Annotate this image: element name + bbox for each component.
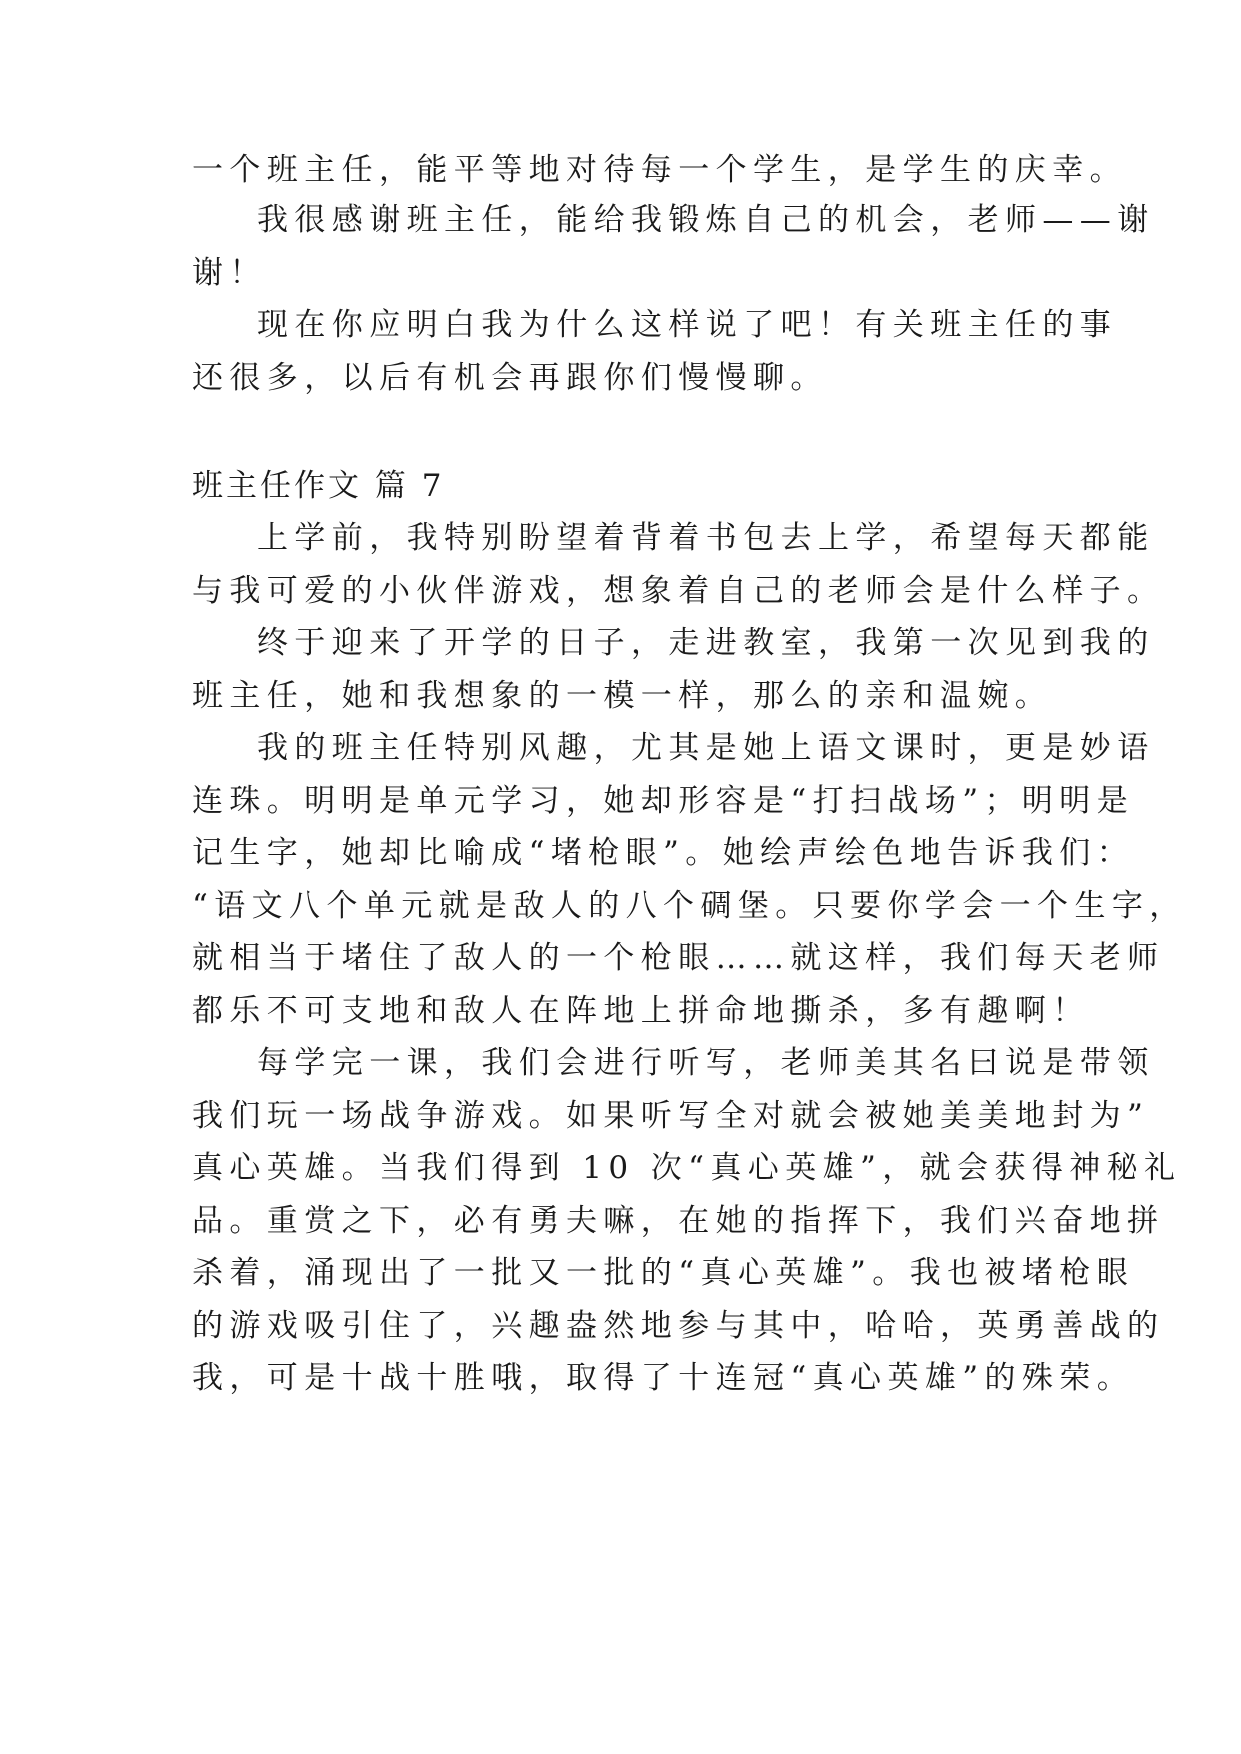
paragraph-line: 我很感谢班主任，能给我锻炼自己的机会，老师——谢 xyxy=(257,202,1155,238)
paragraph-line: 班主任，她和我想象的一模一样，那么的亲和温婉。 xyxy=(192,678,1053,714)
paragraph-line: 现在你应明白我为什么这样说了吧！有关班主任的事 xyxy=(257,307,1118,343)
paragraph-line: 杀着，涌现出了一批又一批的“真心英雄”。我也被堵枪眼 xyxy=(192,1255,1135,1291)
paragraph-line: 记生字，她却比喻成“堵枪眼”。她绘声绘色地告诉我们： xyxy=(192,835,1135,871)
paragraph-line: 都乐不可支地和敌人在阵地上拼命地撕杀，多有趣啊！ xyxy=(192,993,1090,1029)
paragraph-line: 我们玩一场战争游戏。如果听写全对就会被她美美地封为” xyxy=(192,1098,1150,1134)
paragraph-line: 还很多，以后有机会再跟你们慢慢聊。 xyxy=(192,360,828,396)
paragraph-line: “语文八个单元就是敌人的八个碉堡。只要你学会一个生字， xyxy=(192,888,1187,924)
paragraph-line: 品。重赏之下，必有勇夫嘛，在她的指挥下，我们兴奋地拼 xyxy=(192,1203,1165,1239)
paragraph-line: 终于迎来了开学的日子，走进教室，我第一次见到我的 xyxy=(257,625,1155,661)
paragraph-line: 连珠。明明是单元学习，她却形容是“打扫战场”；明明是 xyxy=(192,783,1135,819)
paragraph-line: 每学完一课，我们会进行听写，老师美其名曰说是带领 xyxy=(257,1045,1155,1081)
paragraph-line: 真心英雄。当我们得到 10 次“真心英雄”，就会获得神秘礼 xyxy=(192,1150,1182,1186)
paragraph-line: 我，可是十战十胜哦，取得了十连冠“真心英雄”的殊荣。 xyxy=(192,1360,1135,1396)
paragraph-line: 上学前，我特别盼望着背着书包去上学，希望每天都能 xyxy=(257,520,1155,556)
paragraph-line: 一个班主任，能平等地对待每一个学生，是学生的庆幸。 xyxy=(192,152,1127,188)
paragraph-line: 我的班主任特别风趣，尤其是她上语文课时，更是妙语 xyxy=(257,730,1155,766)
paragraph-line: 谢！ xyxy=(192,255,267,291)
paragraph-line: 的游戏吸引住了，兴趣盎然地参与其中，哈哈，英勇善战的 xyxy=(192,1308,1165,1344)
section-heading: 班主任作文 篇 7 xyxy=(192,468,445,504)
paragraph-line: 就相当于堵住了敌人的一个枪眼……就这样，我们每天老师 xyxy=(192,940,1165,976)
paragraph-line: 与我可爱的小伙伴游戏，想象着自己的老师会是什么样子。 xyxy=(192,573,1165,609)
